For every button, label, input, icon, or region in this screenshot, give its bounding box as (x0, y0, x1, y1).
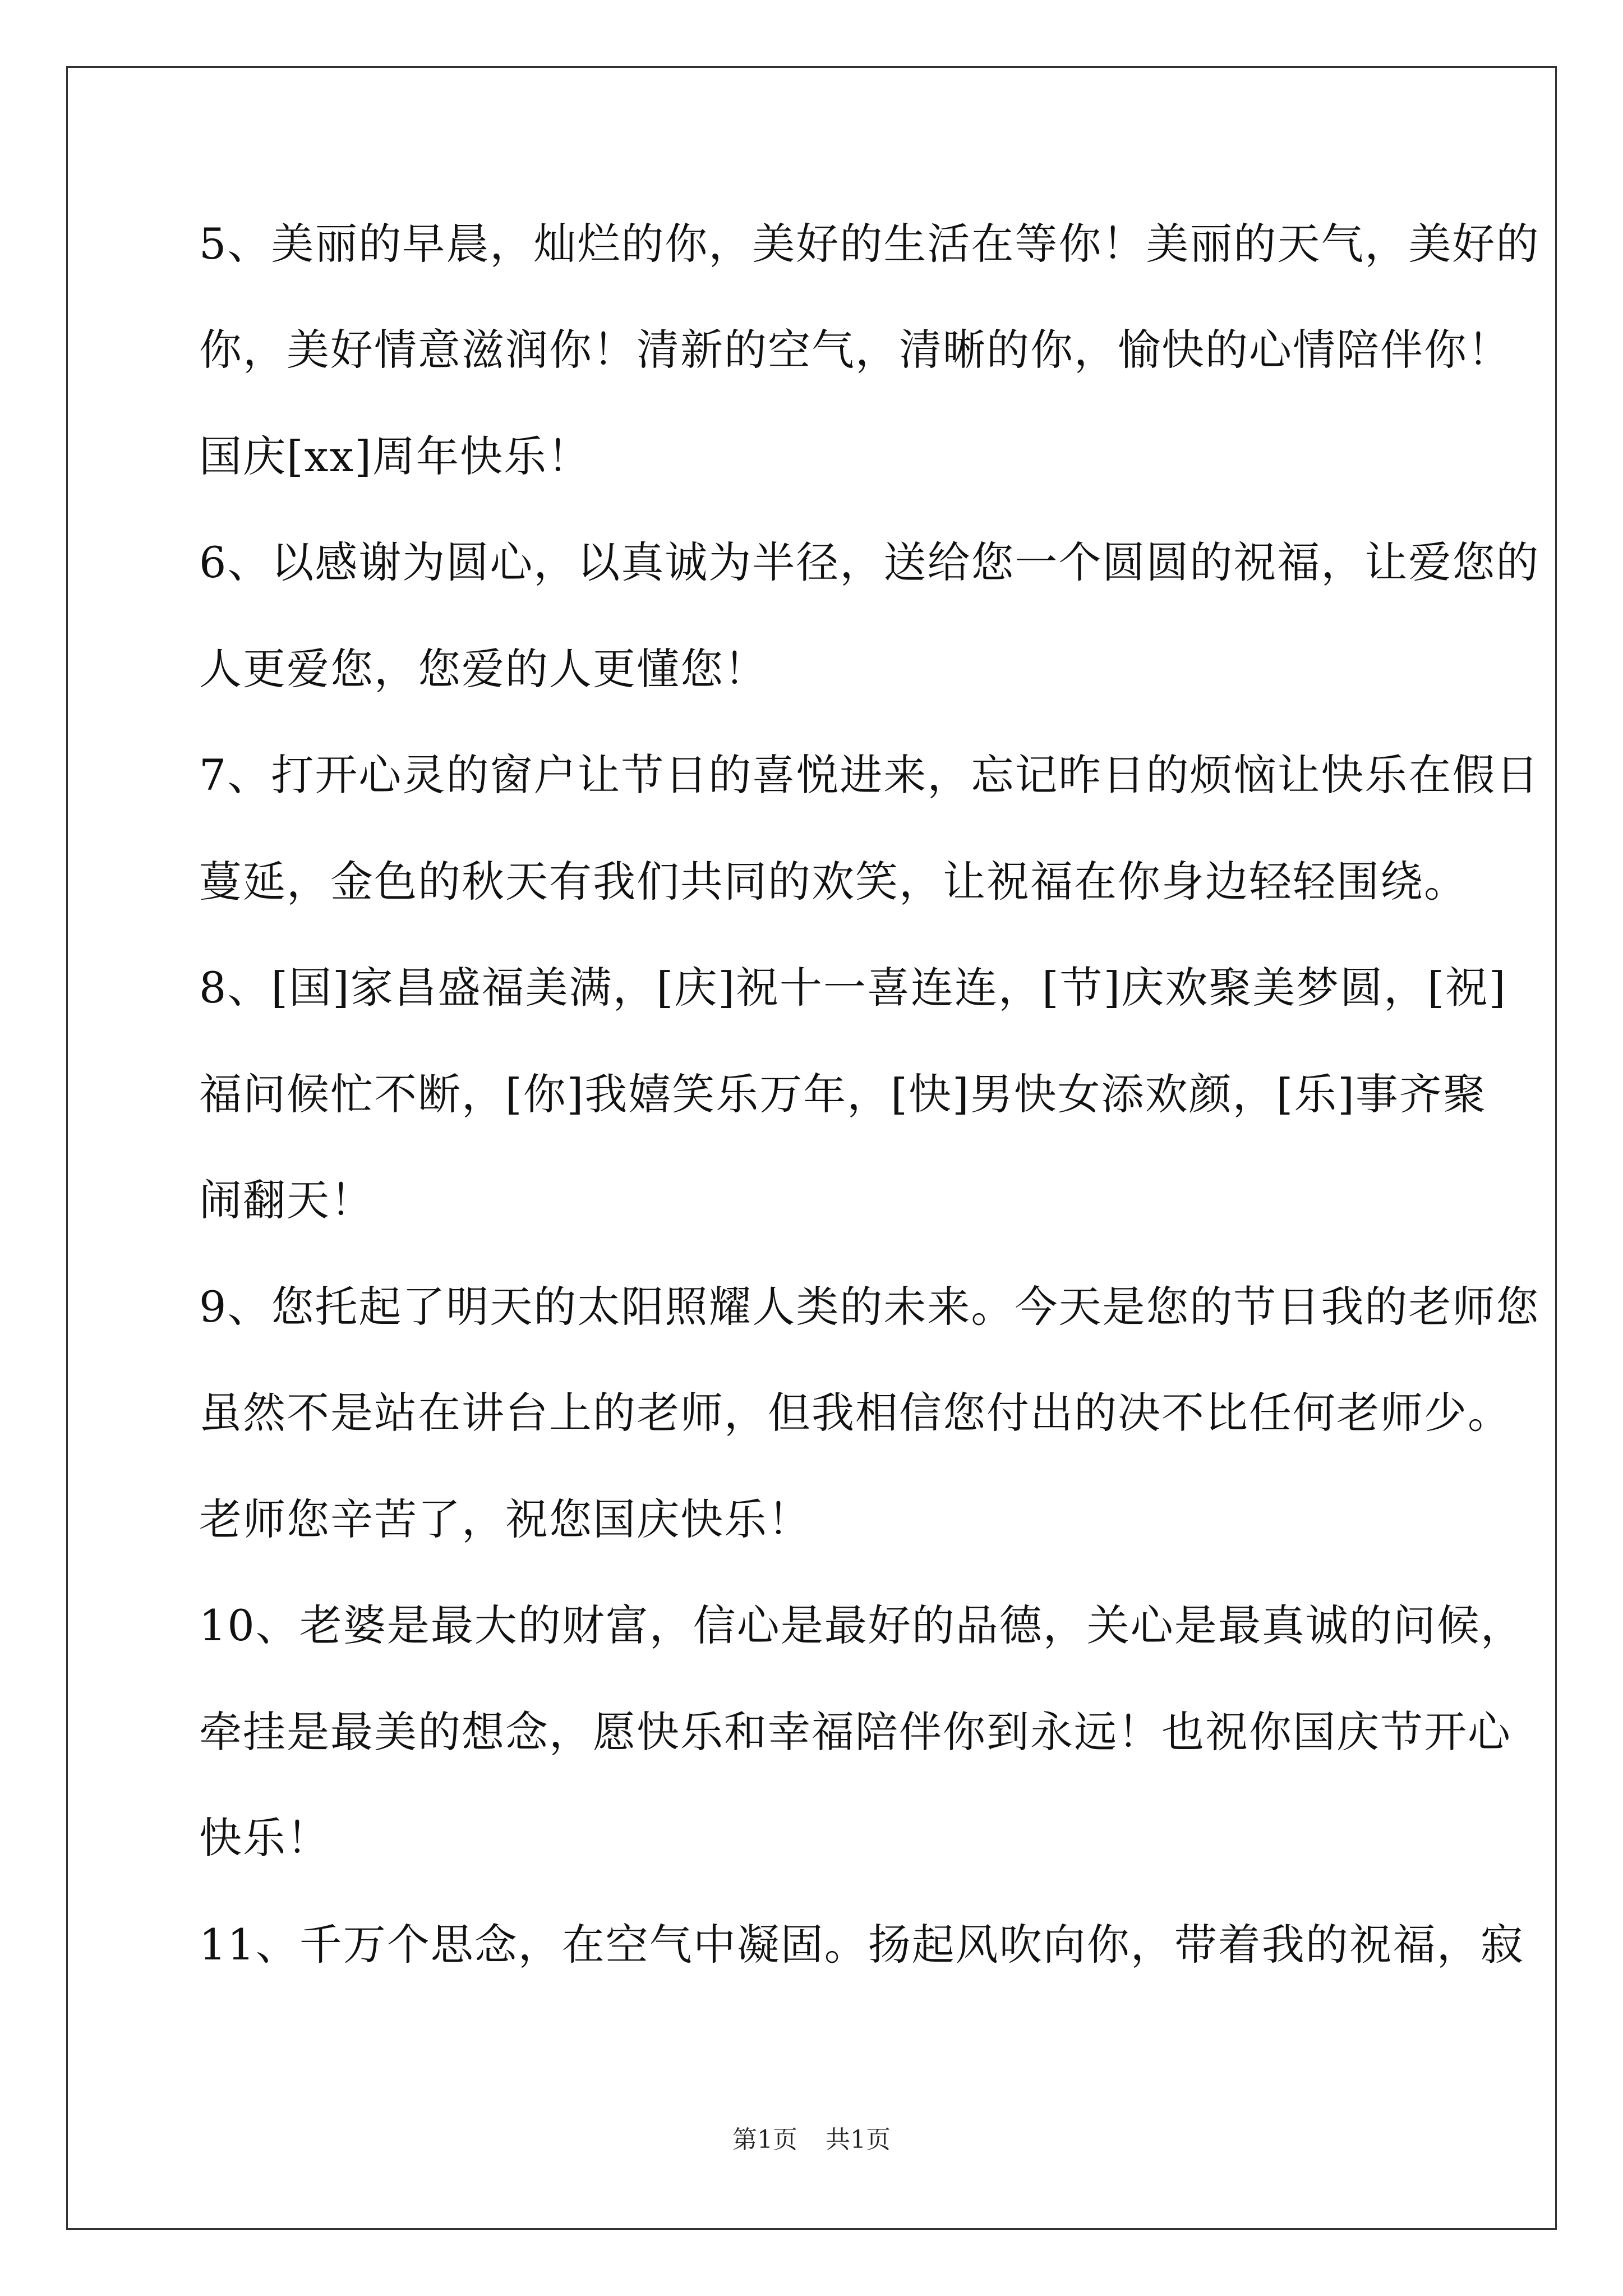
page-number-total: 共1页 (826, 2125, 891, 2154)
text-line: 虽然不是站在讲台上的老师，但我相信您付出的决不比任何老师少。 (199, 1388, 1511, 1438)
text-line: 牵挂是最美的想念，愿快乐和幸福陪伴你到永远！也祝你国庆节开心 (199, 1707, 1511, 1757)
text-line: 你，美好情意滋润你！清新的空气，清晰的你，愉快的心情陪伴你！ (199, 325, 1511, 375)
text-line: 7、打开心灵的窗户让节日的喜悦进来，忘记昨日的烦恼让快乐在假日 (199, 750, 1540, 800)
text-line: 5、美丽的早晨，灿烂的你，美好的生活在等你！美丽的天气，美好的 (199, 219, 1540, 269)
text-line: 6、以感谢为圆心，以真诚为半径，送给您一个圆圆的祝福，让爱您的 (199, 537, 1540, 587)
page-footer (0, 2123, 1623, 2157)
text-line: 国庆[xx]周年快乐！ (199, 431, 592, 481)
page-number-current: 第1页 (732, 2125, 797, 2154)
text-line: 人更爱您，您爱的人更懂您！ (199, 644, 768, 694)
text-line: 8、[国]家昌盛福美满，[庆]祝十一喜连连，[节]庆欢聚美梦圆，[祝] (199, 963, 1507, 1013)
text-line: 老师您辛苦了，祝您国庆快乐！ (199, 1494, 811, 1544)
text-line: 闹翻天！ (199, 1175, 374, 1225)
text-line: 福问候忙不断，[你]我嬉笑乐万年，[快]男快女添欢颜，[乐]事齐聚 (199, 1069, 1487, 1119)
text-line: 快乐！ (199, 1813, 330, 1863)
text-line: 蔓延，金色的秋天有我们共同的欢笑，让祝福在你身边轻轻围绕。 (199, 857, 1468, 907)
text-line: 9、您托起了明天的太阳照耀人类的未来。今天是您的节日我的老师您 (199, 1282, 1540, 1332)
page-border (66, 66, 1557, 2230)
text-line: 10、老婆是最大的财富，信心是最好的品德，关心是最真诚的问候， (199, 1600, 1524, 1650)
text-line: 11、千万个思念，在空气中凝固。扬起风吹向你，带着我的祝福，寂 (199, 1920, 1524, 1970)
